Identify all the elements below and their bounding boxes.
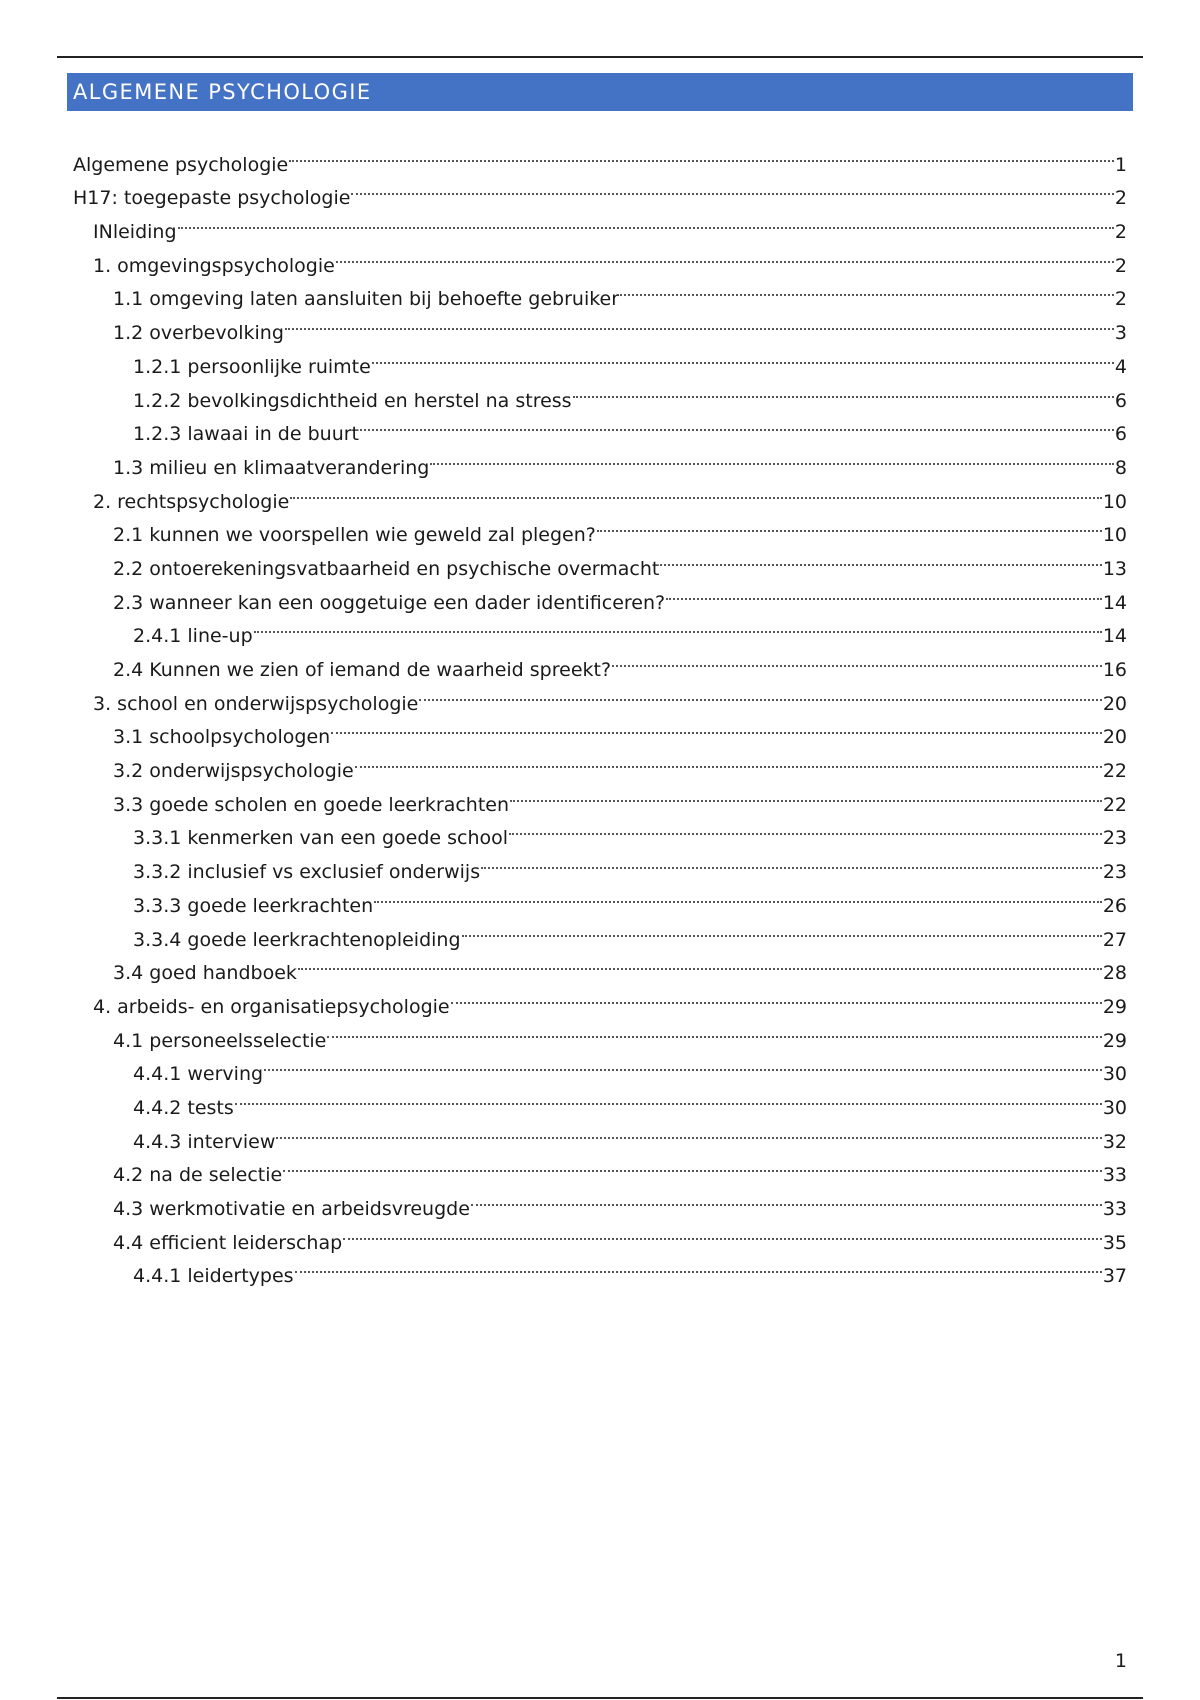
toc-entry-page-number[interactable]: 2 bbox=[1114, 288, 1127, 311]
toc-entry-page-number[interactable]: 30 bbox=[1102, 1096, 1127, 1119]
toc-entry-title[interactable]: 3.3 goede scholen en goede leerkrachten bbox=[113, 793, 510, 816]
toc-entry[interactable] bbox=[73, 238, 1127, 277]
toc-dot-leader bbox=[666, 575, 1102, 609]
toc-entry-page-number[interactable]: 26 bbox=[1102, 894, 1127, 917]
footer-rule bbox=[57, 1697, 1143, 1699]
toc-dot-leader bbox=[289, 137, 1114, 171]
toc-entry-title[interactable]: 1. omgevingspsychologie bbox=[93, 254, 335, 277]
toc-entry-title[interactable]: 4.4 efficient leiderschap bbox=[113, 1231, 343, 1254]
toc-dot-leader bbox=[295, 1249, 1102, 1283]
toc-dot-leader bbox=[331, 710, 1102, 744]
toc-entry-title[interactable]: 4.4.3 interview bbox=[133, 1130, 276, 1153]
toc-entry-title[interactable]: 4.1 personeelsselectie bbox=[113, 1029, 327, 1052]
toc-entry-page-number[interactable]: 6 bbox=[1114, 423, 1127, 446]
toc-entry-page-number[interactable]: 27 bbox=[1102, 928, 1127, 951]
toc-entry-page-number[interactable]: 32 bbox=[1102, 1130, 1127, 1153]
toc-entry-title[interactable]: 1.1 omgeving laten aansluiten bij behoefte gebruiker bbox=[113, 288, 620, 311]
toc-entry-page-number[interactable]: 23 bbox=[1102, 861, 1127, 884]
toc-dot-leader bbox=[254, 609, 1102, 643]
toc-entry-page-number[interactable]: 23 bbox=[1102, 827, 1127, 850]
toc-entry-page-number[interactable]: 29 bbox=[1102, 995, 1127, 1018]
toc-entry[interactable] bbox=[73, 204, 1127, 244]
toc-dot-leader bbox=[298, 946, 1102, 980]
document-heading: ALGEMENE PSYCHOLOGIE bbox=[67, 73, 1133, 111]
toc-dot-leader bbox=[355, 743, 1102, 777]
toc-entry-title[interactable]: 4.4.1 werving bbox=[133, 1063, 264, 1086]
toc-entry-title[interactable]: 2.4 Kunnen we zien of iemand de waarheid spreekt? bbox=[113, 659, 612, 681]
toc-dot-leader bbox=[283, 1148, 1102, 1182]
toc-dot-leader bbox=[660, 541, 1101, 575]
toc-dot-leader bbox=[178, 204, 1114, 238]
toc-dot-leader bbox=[276, 1114, 1101, 1148]
toc-entry-page-number[interactable]: 28 bbox=[1102, 962, 1127, 985]
toc-dot-leader bbox=[343, 1215, 1102, 1249]
toc-entry-page-number[interactable]: 14 bbox=[1102, 625, 1127, 648]
toc-dot-leader bbox=[327, 1013, 1101, 1047]
toc-dot-leader bbox=[462, 912, 1102, 946]
header-rule bbox=[57, 56, 1143, 58]
toc-entry-title[interactable]: 3.3.4 goede leerkrachtenopleiding bbox=[133, 928, 461, 951]
toc-entry-title[interactable]: 4.4.2 tests bbox=[133, 1096, 234, 1119]
toc-entry-title[interactable]: 4.4.1 leidertypes bbox=[133, 1265, 294, 1288]
toc-entry-page-number[interactable]: 3 bbox=[1114, 322, 1127, 345]
toc-dot-leader bbox=[290, 474, 1101, 508]
toc-dot-leader bbox=[510, 777, 1102, 811]
toc-entry-page-number[interactable]: 10 bbox=[1102, 524, 1127, 547]
toc-entry-title[interactable]: 3.1 schoolpsychologen bbox=[113, 726, 331, 749]
toc-entry-title[interactable]: 1.2 overbevolking bbox=[113, 322, 284, 345]
toc-dot-leader bbox=[419, 676, 1101, 710]
toc-entry-title[interactable]: 2.1 kunnen we voorspellen wie geweld zal plegen? bbox=[113, 524, 596, 547]
toc-entry-title[interactable]: INleiding bbox=[93, 221, 177, 244]
toc-entry-page-number[interactable]: 4 bbox=[1114, 355, 1127, 378]
toc-entry-page-number[interactable]: 2 bbox=[1114, 187, 1127, 210]
toc-dot-leader bbox=[481, 844, 1102, 878]
toc-entry-page-number[interactable]: 1 bbox=[1114, 153, 1127, 176]
toc-entry-page-number[interactable]: 13 bbox=[1102, 557, 1127, 580]
toc-dot-leader bbox=[430, 440, 1114, 474]
toc-dot-leader bbox=[336, 238, 1114, 272]
toc-entry-page-number[interactable]: 29 bbox=[1102, 1029, 1127, 1052]
toc-entry-title[interactable]: 2. rechtspsychologie bbox=[93, 490, 290, 513]
toc-entry-page-number[interactable]: 33 bbox=[1102, 1198, 1127, 1220]
table-of-contents bbox=[73, 137, 1127, 1288]
toc-entry-title[interactable]: 1.3 milieu en klimaatverandering bbox=[113, 456, 430, 479]
toc-entry-title[interactable]: 3.3.2 inclusief vs exclusief onderwijs bbox=[133, 861, 481, 884]
toc-dot-leader bbox=[612, 642, 1102, 676]
toc-entry-page-number[interactable]: 14 bbox=[1102, 591, 1127, 614]
toc-dot-leader bbox=[235, 1080, 1102, 1114]
toc-entry-page-number[interactable]: 2 bbox=[1114, 221, 1127, 244]
toc-entry-page-number[interactable]: 8 bbox=[1114, 456, 1127, 479]
toc-entry-title[interactable]: 2.4.1 line-up bbox=[133, 625, 253, 648]
toc-dot-leader bbox=[264, 1047, 1102, 1081]
toc-entry-title[interactable]: 1.2.2 bevolkingsdichtheid en herstel na stress bbox=[133, 389, 572, 412]
toc-entry-page-number[interactable]: 35 bbox=[1102, 1231, 1127, 1254]
toc-entry[interactable] bbox=[73, 137, 1127, 176]
toc-entry-title[interactable]: 4.3 werkmotivatie en arbeidsvreugde bbox=[113, 1198, 470, 1220]
toc-dot-leader bbox=[620, 272, 1114, 306]
toc-entry-title[interactable]: 2.2 ontoerekeningsvatbaarheid en psychische overmacht bbox=[113, 557, 660, 580]
toc-entry-page-number[interactable]: 10 bbox=[1102, 490, 1127, 513]
toc-entry-page-number[interactable]: 20 bbox=[1102, 692, 1127, 715]
toc-entry-page-number[interactable]: 2 bbox=[1114, 254, 1127, 277]
toc-entry-title[interactable]: 3.4 goed handboek bbox=[113, 962, 297, 985]
toc-entry-title[interactable]: 4. arbeids- en organisatiepsychologie bbox=[93, 995, 450, 1018]
toc-dot-leader bbox=[351, 171, 1113, 205]
toc-entry-page-number[interactable]: 37 bbox=[1102, 1265, 1127, 1288]
toc-entry-title[interactable]: 2.3 wanneer kan een ooggetuige een dader identificeren? bbox=[113, 591, 666, 614]
toc-entry-title[interactable]: 3. school en onderwijspsychologie bbox=[93, 692, 419, 715]
toc-entry-title[interactable]: 1.2.1 persoonlijke ruimte bbox=[133, 355, 371, 378]
toc-dot-leader bbox=[374, 878, 1102, 912]
toc-entry-title[interactable]: 3.2 onderwijspsychologie bbox=[113, 760, 354, 783]
toc-dot-leader bbox=[285, 305, 1114, 339]
toc-entry-title[interactable]: 3.3.1 kenmerken van een goede school bbox=[133, 827, 509, 850]
toc-dot-leader bbox=[573, 373, 1114, 407]
toc-entry-page-number[interactable]: 33 bbox=[1102, 1164, 1127, 1187]
toc-entry-title[interactable]: H17: toegepaste psychologie bbox=[73, 187, 351, 210]
toc-entry-page-number[interactable]: 30 bbox=[1102, 1063, 1127, 1086]
toc-entry-title[interactable]: 3.3.3 goede leerkrachten bbox=[133, 894, 374, 917]
toc-entry-title[interactable]: 4.2 na de selectie bbox=[113, 1164, 283, 1187]
toc-entry-page-number[interactable]: 6 bbox=[1114, 389, 1127, 412]
toc-entry-page-number[interactable]: 22 bbox=[1102, 760, 1127, 783]
toc-entry-page-number[interactable]: 16 bbox=[1102, 659, 1127, 681]
toc-entry-page-number[interactable]: 22 bbox=[1102, 793, 1127, 816]
toc-entry-page-number[interactable]: 20 bbox=[1102, 726, 1127, 749]
page-number: 1 bbox=[1114, 1650, 1127, 1672]
toc-dot-leader bbox=[509, 811, 1102, 845]
toc-dot-leader bbox=[471, 1181, 1102, 1215]
toc-entry-title[interactable]: Algemene psychologie bbox=[73, 153, 289, 176]
toc-dot-leader bbox=[597, 508, 1102, 542]
toc-entry-title[interactable]: 1.2.3 lawaai in de buurt bbox=[133, 423, 360, 446]
toc-dot-leader bbox=[451, 979, 1102, 1013]
toc-dot-leader bbox=[372, 339, 1114, 373]
toc-dot-leader bbox=[360, 407, 1114, 441]
